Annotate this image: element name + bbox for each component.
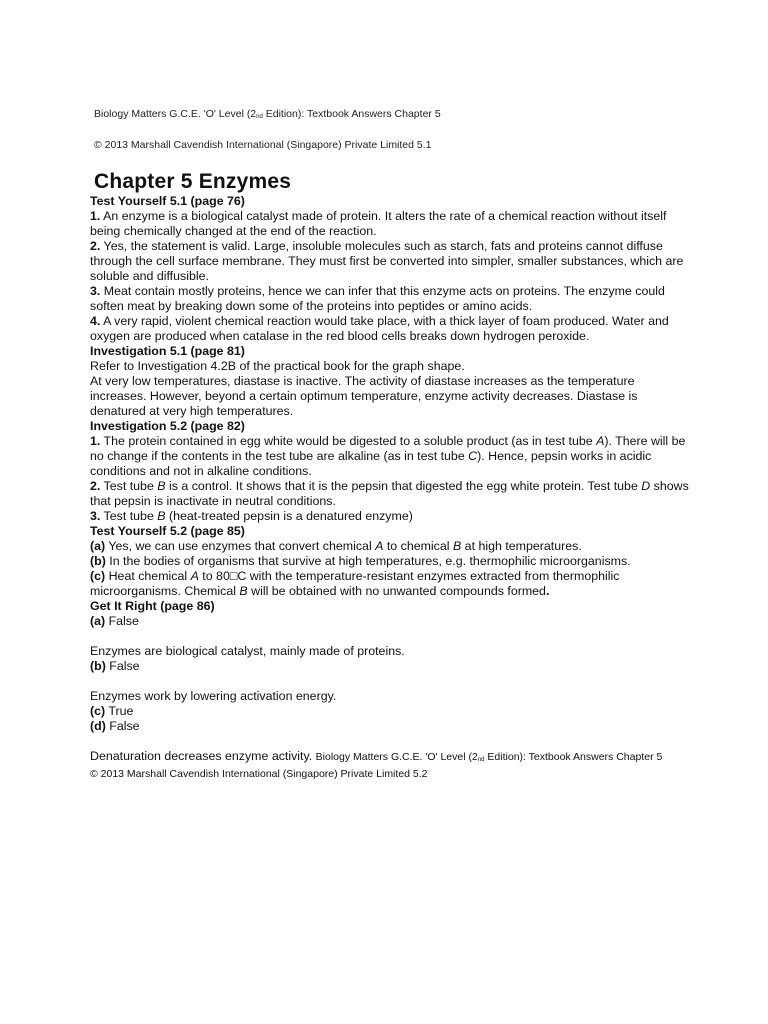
italic-term: A xyxy=(190,569,199,583)
document-body xyxy=(90,194,690,782)
answer-text: Denaturation decreases enzyme activity. xyxy=(90,749,316,763)
answer-label: (a) xyxy=(90,614,106,628)
answer-text: at high temperatures. xyxy=(461,539,582,553)
italic-term: C xyxy=(468,449,478,463)
answer-text: An enzyme is a biological catalyst made of protein. It alters the rate of a chemical reaction without itself being chemically changed at the end of the reaction. xyxy=(90,209,667,238)
answer-period: . xyxy=(545,584,550,598)
answer-text: (heat-treated pepsin is a denatured enzyme) xyxy=(165,509,413,523)
answer-text: to chemical xyxy=(383,539,453,553)
page-title: Chapter 5 Enzymes xyxy=(94,170,292,193)
answer-text: False xyxy=(105,719,140,733)
section-heading: Get It Right (page 86) xyxy=(90,599,215,613)
answer-paragraph xyxy=(90,569,690,599)
answer-label: (b) xyxy=(90,554,106,568)
answer-paragraph xyxy=(90,209,690,239)
answer-paragraph: At very low temperatures, diastase is inactive. The activity of diastase increases as the temperature increases. However, beyond a certain optimum temperature, enzyme activity decreases. Diastase is denatured at very high temperatures. xyxy=(90,374,638,418)
answer-paragraph xyxy=(90,749,690,767)
answer-text: Yes, the statement is valid. Large, insoluble molecules such as starch, fats and proteins cannot diffuse through the cell surface membrane. They must first be converted into simpler, smaller substances, which are soluble and diffusible. xyxy=(90,239,684,283)
header-text-end: Edition): Textbook Answers Chapter 5 xyxy=(262,108,441,120)
section-heading: Investigation 5.2 (page 82) xyxy=(90,419,245,433)
answer-text: Test tube xyxy=(100,479,158,493)
section-heading: Investigation 5.1 (page 81) xyxy=(90,344,245,358)
answer-paragraph: Refer to Investigation 4.2B of the practical book for the graph shape. xyxy=(90,359,465,373)
answer-text: to 80□C with the temperature-resistant enzymes extracted from thermophilic microorganisms. Chemical xyxy=(90,569,620,598)
answer-paragraph: Enzymes work by lowering activation energy. xyxy=(90,689,337,703)
answer-paragraph xyxy=(90,434,690,479)
italic-term: A xyxy=(375,539,384,553)
answer-label: (d) xyxy=(90,719,106,733)
answer-paragraph xyxy=(90,614,690,629)
answer-paragraph xyxy=(90,539,690,554)
answer-paragraph xyxy=(90,509,690,524)
answer-text: Meat contain mostly proteins, hence we can infer that this enzyme acts on proteins. The enzyme could soften meat by breaking down some of the proteins into peptides or amino acids. xyxy=(90,284,665,313)
answer-text: is a control. It shows that it is the pepsin that digested the egg white protein. Test tube xyxy=(165,479,642,493)
answer-text: ). Hence, pepsin works in acidic conditions and not in alkaline conditions. xyxy=(90,449,652,478)
answer-text: False xyxy=(105,659,140,673)
answer-text: Test tube xyxy=(100,509,158,523)
answer-text: shows that pepsin is inactivate in neutral conditions. xyxy=(90,479,689,508)
italic-term: A xyxy=(596,434,605,448)
spacer xyxy=(90,629,690,644)
footer-superscript: nd xyxy=(477,757,485,763)
answer-text: False xyxy=(105,614,139,628)
italic-term: B xyxy=(452,539,462,553)
footer-header xyxy=(316,751,663,763)
document-header xyxy=(94,108,441,120)
answer-text: True xyxy=(105,704,134,718)
answer-text: Yes, we can use enzymes that convert chemical xyxy=(105,539,376,553)
copyright-line: © 2013 Marshall Cavendish International (Singapore) Private Limited 5.1 xyxy=(94,139,432,151)
answer-text: Heat chemical xyxy=(105,569,191,583)
answer-text: ). There will be no change if the contents in the test tube are alkaline (as in test tube xyxy=(90,434,686,463)
answer-text: will be obtained with no unwanted compounds formed xyxy=(247,584,546,598)
italic-term: D xyxy=(641,479,651,493)
answer-label: (a) xyxy=(90,539,106,553)
answer-paragraph xyxy=(90,479,690,509)
header-text: Biology Matters G.C.E. 'O' Level (2 xyxy=(94,108,257,120)
answer-paragraph xyxy=(90,314,690,344)
header-superscript: nd xyxy=(256,114,263,120)
answer-label: (c) xyxy=(90,569,106,583)
answer-text: A very rapid, violent chemical reaction would take place, with a thick layer of foam produced. Water and oxygen are produced when catalase in the red blood cells breaks down hydrogen peroxide. xyxy=(90,314,669,343)
answer-paragraph xyxy=(90,659,690,674)
answer-text: In the bodies of organisms that survive at high temperatures, e.g. thermophilic microorganisms. xyxy=(105,554,631,568)
answer-paragraph xyxy=(90,239,690,284)
section-heading: Test Yourself 5.1 (page 76) xyxy=(90,194,245,208)
answer-paragraph xyxy=(90,704,690,719)
answer-number: 2. xyxy=(90,239,101,253)
answer-label: (b) xyxy=(90,659,106,673)
spacer xyxy=(90,674,690,689)
italic-term: B xyxy=(157,509,166,523)
answer-number: 1. xyxy=(90,434,101,448)
footer-text: Biology Matters G.C.E. 'O' Level (2 xyxy=(315,751,478,763)
answer-paragraph xyxy=(90,284,690,314)
section-heading: Test Yourself 5.2 (page 85) xyxy=(90,524,245,538)
answer-number: 4. xyxy=(90,314,101,328)
answer-number: 3. xyxy=(90,284,101,298)
answer-number: 3. xyxy=(90,509,101,523)
spacer xyxy=(90,734,690,749)
answer-label: (c) xyxy=(90,704,106,718)
copyright-line: © 2013 Marshall Cavendish International (Singapore) Private Limited 5.2 xyxy=(90,768,428,780)
footer-text-end: Edition): Textbook Answers Chapter 5 xyxy=(484,751,663,763)
answer-number: 1. xyxy=(90,209,101,223)
answer-number: 2. xyxy=(90,479,101,493)
answer-paragraph xyxy=(90,554,690,569)
answer-paragraph xyxy=(90,719,690,734)
answer-paragraph: Enzymes are biological catalyst, mainly made of proteins. xyxy=(90,644,405,658)
italic-term: B xyxy=(239,584,248,598)
italic-term: B xyxy=(157,479,166,493)
answer-text: The protein contained in egg white would be digested to a soluble product (as in test tube xyxy=(100,434,597,448)
